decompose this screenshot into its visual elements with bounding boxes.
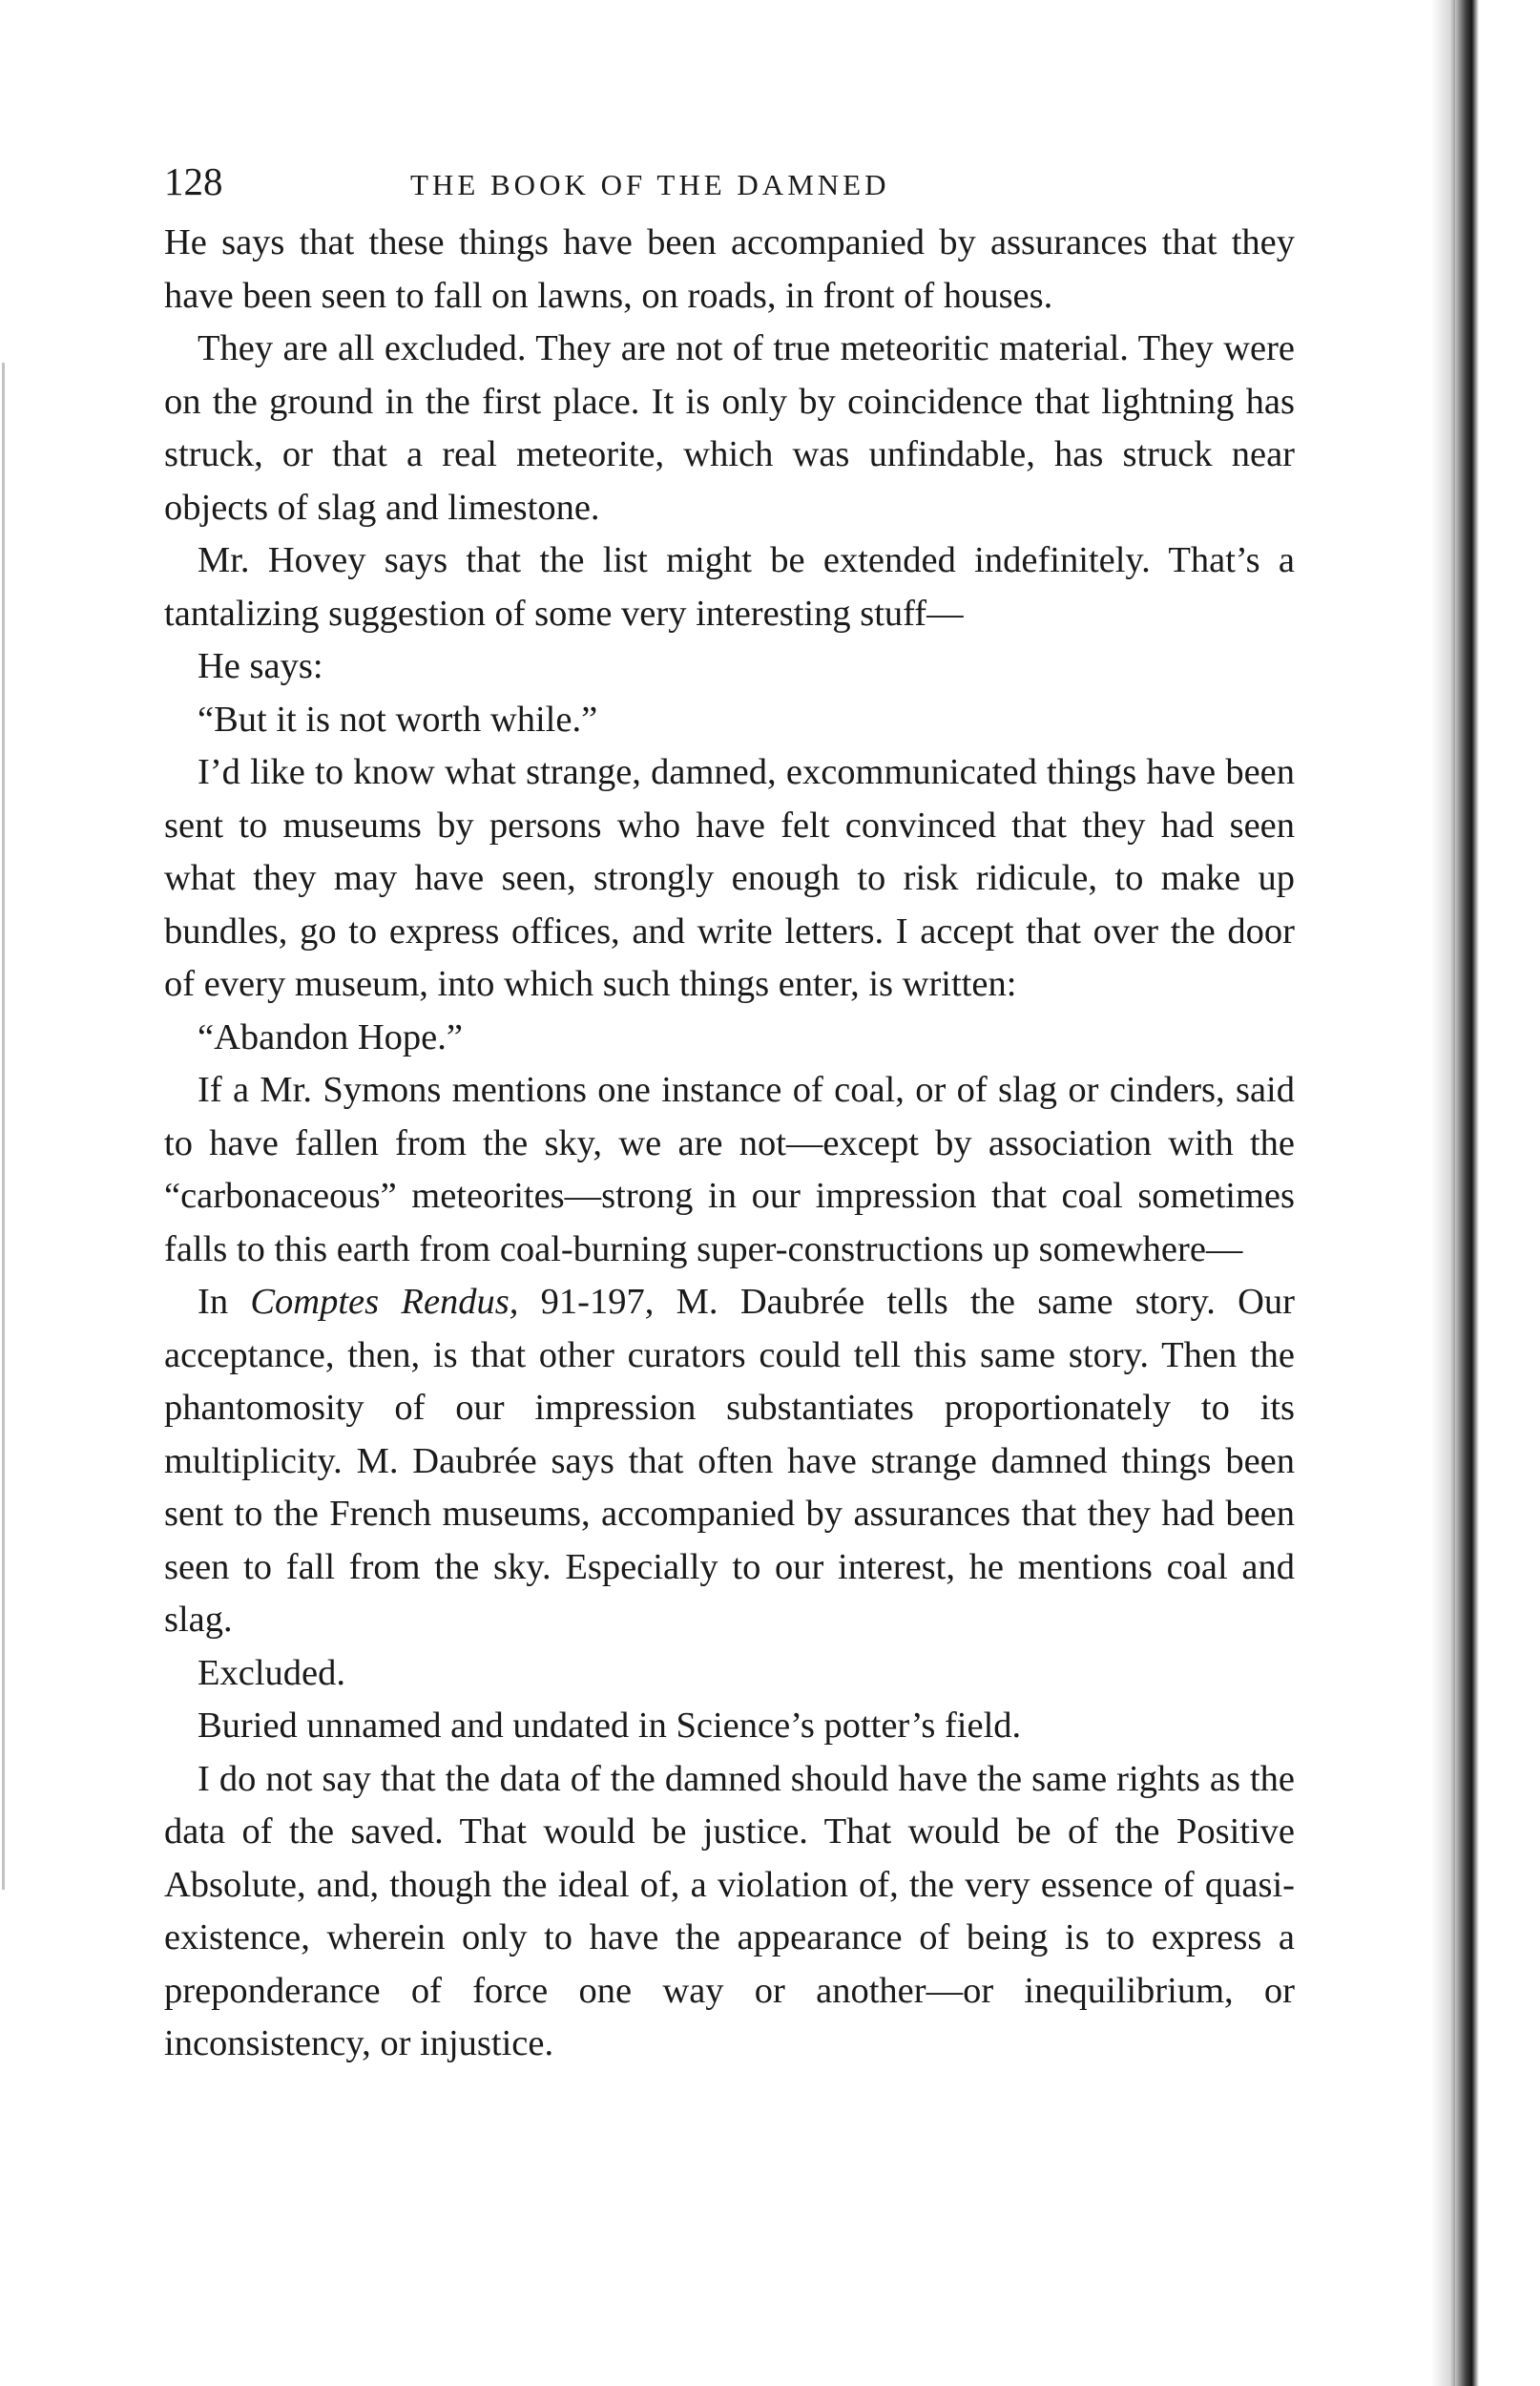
page-number: 128 (164, 159, 223, 203)
page-header (164, 153, 1309, 210)
page-left-edge (2, 363, 5, 1890)
paragraph: Excluded. (198, 1652, 346, 1693)
gutter-shadow (1450, 0, 1479, 2386)
paragraph: I do not say that the data of the damned should have the same rights as the data of the saved. That would be justice. That would be of the Positive Absolute, and, though the ideal of, a violation of, the very essence of quasi-existence, wherein only to have the appearance of being is to express a preponderance of force one way or another—or inequilibrium, or inconsistency, or injustice. (164, 1758, 1295, 2063)
comptes-lead: In (198, 1282, 251, 1322)
journal-title: Comptes Rendus, (250, 1282, 519, 1322)
paragraph: He says that these things have been accompanied by assurances that they have been seen to fall on lawns, on roads, in front of houses. (164, 222, 1295, 316)
paragraph: I’d like to know what strange, damned, excommunicated things have been sent to museums by persons who have felt convinced that they had seen what they may have seen, strongly enough to risk ridicule, to make up bundles, go to express offices, and write letters. I accept that over the door of every museum, into which such things enter, is written: (164, 752, 1295, 1004)
comptes-continuation: Our acceptance, then, is that other curators could tell this same story. Then the phantomosity of our impression substantiates proportionately to its multiplicity. M. Daubrée says that often have strange damned things been sent to the French museums, accompanied by assurances that they had been seen to fall from the sky. Especially to our interest, he mentions coal and slag. (164, 1282, 1295, 1640)
paragraph: If a Mr. Symons mentions one instance of coal, or of slag or cinders, said to have fallen from the sky, we are not—except by association with the “carbonaceous” meteorites—strong in our impression that coal sometimes falls to this earth from coal-burning super-constructions up somewhere— (164, 1070, 1295, 1269)
paragraph: “But it is not worth while.” (198, 699, 598, 740)
paragraph: He says: (198, 646, 323, 686)
body-text (164, 217, 1295, 2071)
paragraph: “Abandon Hope.” (198, 1016, 463, 1057)
comptes-rest: 91-197, M. Daubrée tells the same story. (518, 1282, 1238, 1322)
paragraph: They are all excluded. They are not of true meteoritic material. They were on the ground in the first place. It is only by coincidence that lightning has struck, or that a real meteorite, which was unfindable, has struck near objects of slag and limestone. (164, 328, 1295, 528)
running-head: THE BOOK OF THE DAMNED (410, 168, 890, 201)
paragraph: Buried unnamed and undated in Science’s potter’s field. (198, 1706, 1022, 1746)
paragraph: Mr. Hovey says that the list might be extended indefinitely. That’s a tantalizing suggestion of some very interesting stuff— (164, 540, 1295, 634)
paragraph-comptes-rendus (164, 1276, 1295, 1647)
